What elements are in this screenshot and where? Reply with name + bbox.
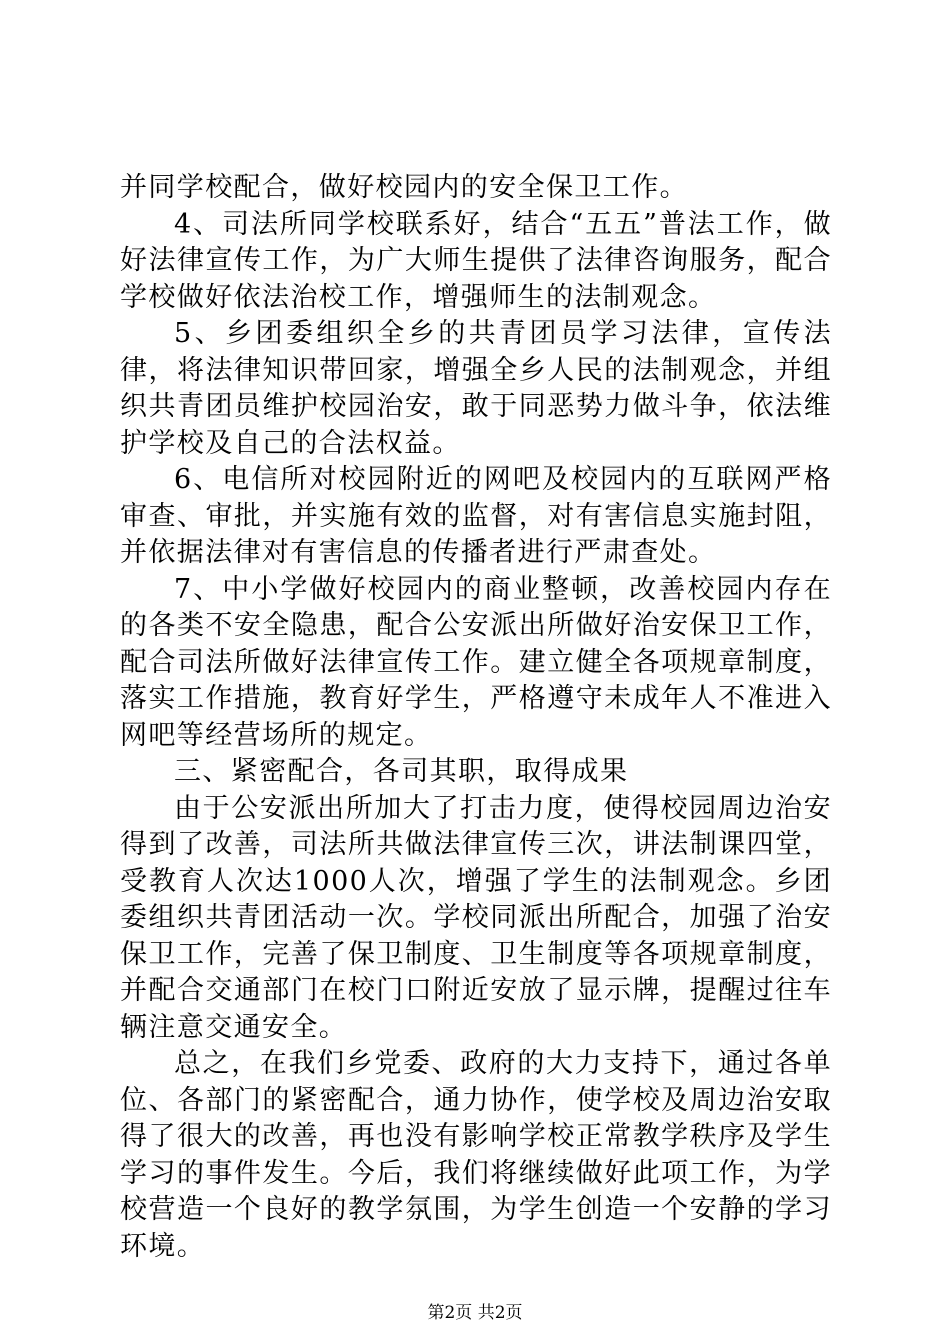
paragraph-summary: 总之，在我们乡党委、政府的大力支持下，通过各单位、各部门的紧密配合，通力协作，使学校及周边治安取得了很大的改善，再也没有影响学校正常教学秩序及学生学习的事件发生。今后，我们将继续做好此项工作，为学校营造一个良好的教学氛围，为学生创造一个安静的学习环境。 bbox=[120, 1048, 832, 1262]
paragraph-item-7: 7、中小学做好校园内的商业整顿，改善校园内存在的各类不安全隐患，配合公安派出所做好治安保卫工作，配合司法所做好法律宣传工作。建立健全各项规章制度，落实工作措施，教育好学生，严格遵守未成年人不准进入网吧等经营场所的规定。 bbox=[120, 573, 832, 751]
paragraph-results: 由于公安派出所加大了打击力度，使得校园周边治安得到了改善，司法所共做法律宣传三次，讲法制课四堂，受教育人次达1000人次，增强了学生的法制观念。乡团委组织共青团活动一次。学校同派出所配合，加强了治安保卫工作，完善了保卫制度、卫生制度等各项规章制度，并配合交通部门在校门口附近安放了显示牌，提醒过往车辆注意交通安全。 bbox=[120, 792, 832, 1043]
page-number-footer: 第2页 共2页 bbox=[427, 1303, 523, 1323]
document-body bbox=[120, 170, 832, 1265]
paragraph-item-6: 6、电信所对校园附近的网吧及校园内的互联网严格审查、审批，并实施有效的监督，对有害信息实施封阻，并依据法律对有害信息的传播者进行严肃查处。 bbox=[120, 464, 832, 568]
section-heading: 三、紧密配合，各司其职，取得成果 bbox=[174, 756, 629, 787]
paragraph-item-5: 5、乡团委组织全乡的共青团员学习法律，宣传法律，将法律知识带回家，增强全乡人民的法制观念，并组织共青团员维护校园治安，敢于同恶势力做斗争，依法维护学校及自己的合法权益。 bbox=[120, 318, 832, 459]
paragraph-item-4: 4、司法所同学校联系好，结合“五五”普法工作，做好法律宣传工作，为广大师生提供了法律咨询服务，配合学校做好依法治校工作，增强师生的法制观念。 bbox=[120, 208, 832, 313]
paragraph-continuation: 并同学校配合，做好校园内的安全保卫工作。 bbox=[120, 172, 688, 203]
